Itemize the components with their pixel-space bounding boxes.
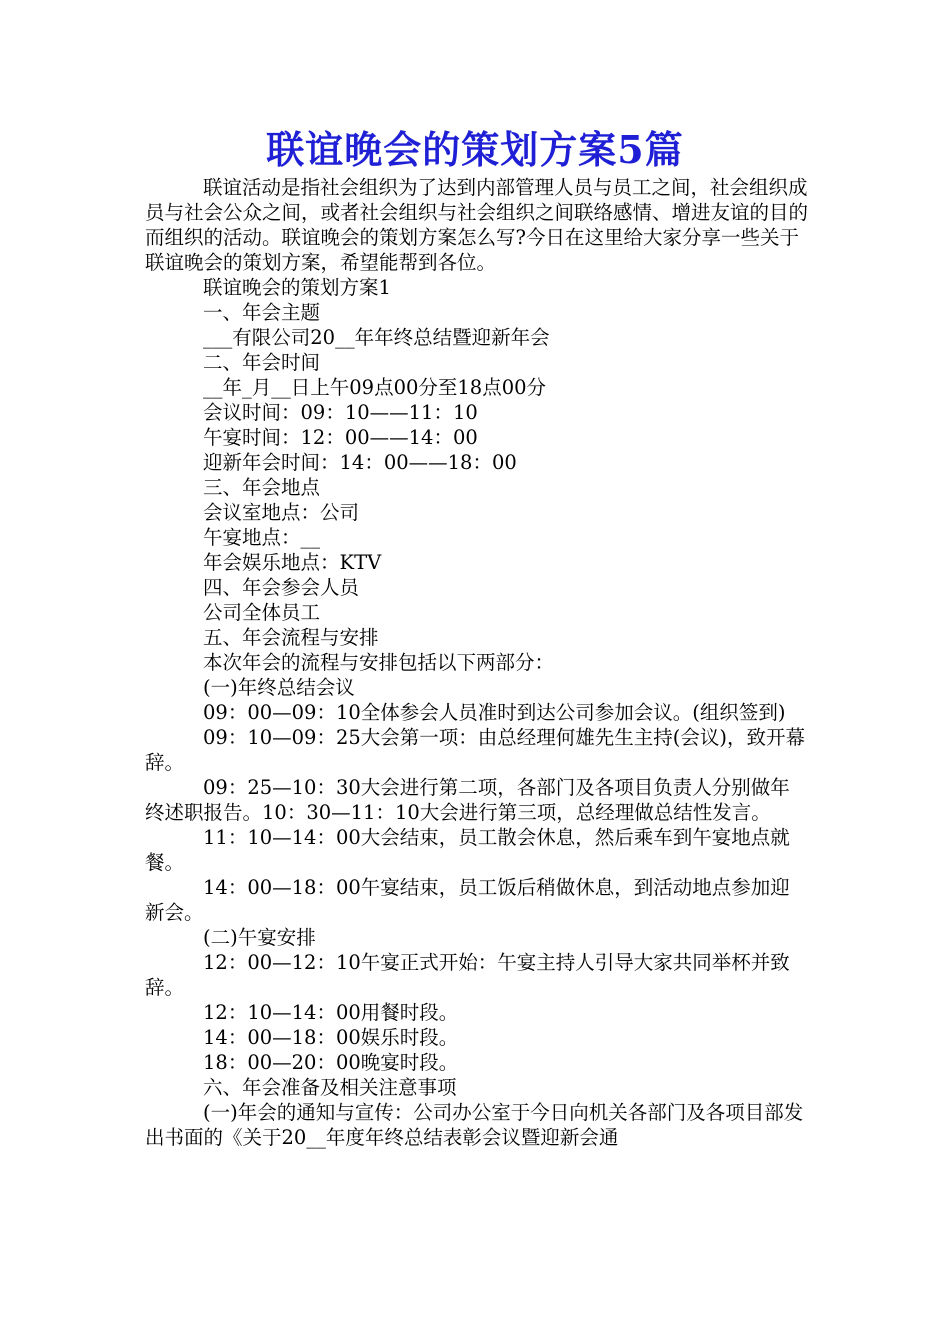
schedule-item: 11：10—14：00大会结束，员工散会休息，然后乘车到午宴地点就餐。	[145, 826, 790, 874]
schedule-item: 14：00—18：00午宴结束，员工饭后稍做休息，到活动地点参加迎新会。	[145, 876, 790, 924]
section-5-intro: 本次年会的流程与安排包括以下两部分：	[203, 651, 555, 674]
plan-title: 联谊晚会的策划方案1	[203, 276, 391, 299]
schedule-item: 14：00—18：00娱乐时段。	[203, 1026, 459, 1049]
section-5-part-2: (二)午宴安排	[203, 926, 316, 949]
section-4-heading: 四、年会参会人员	[203, 576, 360, 599]
section-2-heading: 二、年会时间	[203, 351, 321, 374]
schedule-item: 09：25—10：30大会进行第二项，各部门及各项目负责人分别做年终述职报告。10：30—11：10大会进行第三项，总经理做总结性发言。	[145, 776, 790, 824]
intro-paragraph: 联谊活动是指社会组织为了达到内部管理人员与员工之间，社会组织成员与社会公众之间，或者社会组织与社会组织之间联络感情、增进友谊的目的而组织的活动。联谊晚会的策划方案怎么写?今日在这里给大家分享一些关于联谊晚会的策划方案，希望能帮到各位。	[145, 176, 809, 274]
section-5-part-1: (一)年终总结会议	[203, 676, 355, 699]
section-4-text: 公司全体员工	[203, 601, 321, 624]
section-1-text: ___有限公司20__年年终总结暨迎新年会	[203, 326, 550, 349]
section-3-heading: 三、年会地点	[203, 476, 321, 499]
schedule-item: 12：10—14：00用餐时段。	[203, 1001, 459, 1024]
section-5-heading: 五、年会流程与安排	[203, 626, 379, 649]
schedule-item: 12：00—12：10午宴正式开始：午宴主持人引导大家共同举杯并致辞。	[145, 951, 790, 999]
document-title: 联谊晚会的策划方案5篇	[266, 127, 684, 172]
section-3-fun-place: 年会娱乐地点：KTV	[203, 551, 382, 574]
section-2-date: __年_月__日上午09点00分至18点00分	[203, 376, 547, 399]
section-6-text: (一)年会的通知与宣传：公司办公室于今日向机关各部门及各项目部发出书面的《关于20__年度年终总结表彰会议暨迎新会通	[145, 1101, 804, 1149]
section-2-meeting-time: 会议时间：09：10——11：10	[203, 401, 478, 424]
section-1-heading: 一、年会主题	[203, 301, 321, 324]
section-6-heading: 六、年会准备及相关注意事项	[203, 1076, 457, 1099]
section-3-lunch-place: 午宴地点：__	[203, 526, 321, 549]
schedule-item: 18：00—20：00晚宴时段。	[203, 1051, 459, 1074]
schedule-item: 09：10—09：25大会第一项：由总经理何雄先生主持(会议)，致开幕辞。	[145, 726, 805, 774]
section-3-meeting-place: 会议室地点：公司	[203, 501, 360, 524]
schedule-item: 09：00—09：10全体参会人员准时到达公司参加会议。(组织签到)	[203, 701, 786, 724]
document-body	[145, 175, 808, 1150]
section-2-lunch-time: 午宴时间：12：00——14：00	[203, 426, 478, 449]
section-2-party-time: 迎新年会时间：14：00——18：00	[203, 451, 517, 474]
